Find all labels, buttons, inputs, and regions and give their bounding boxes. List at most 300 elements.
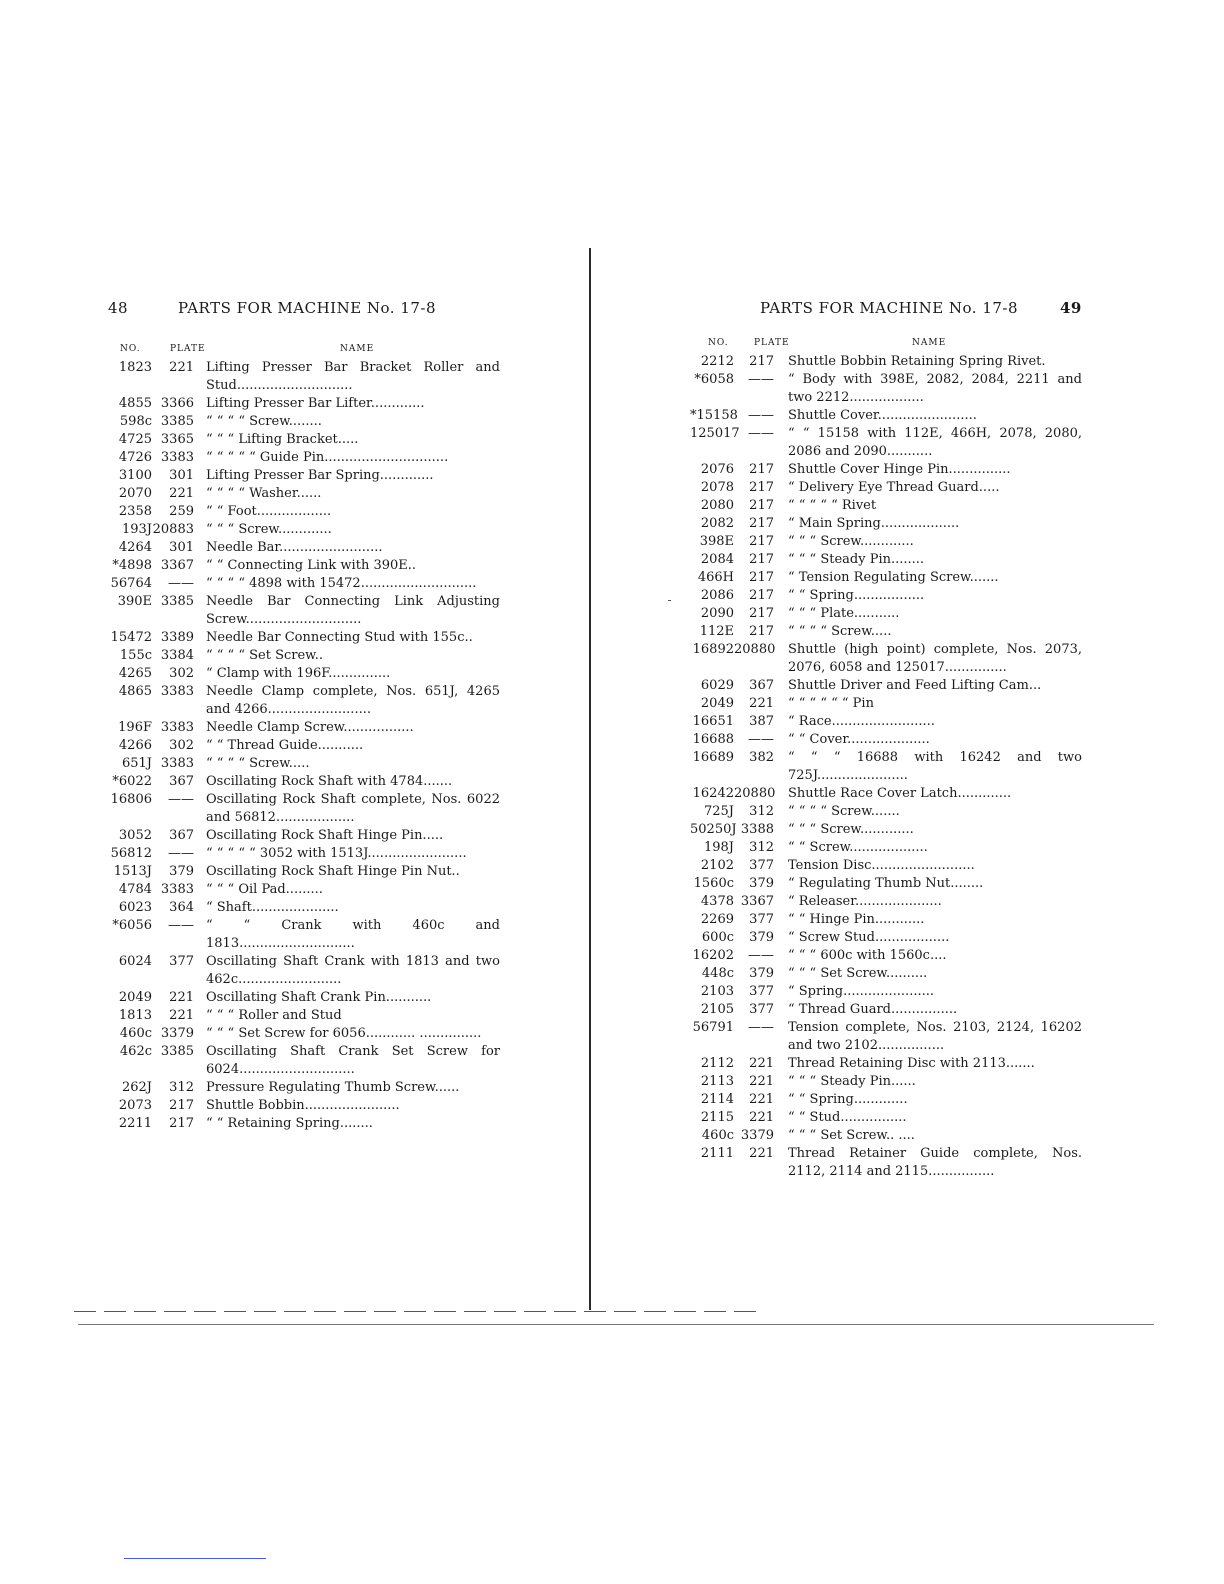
table-row (108, 575, 500, 593)
part-name: Needle Bar Connecting Stud with 155c.. (206, 630, 473, 645)
part-number: 16688 (692, 732, 734, 747)
table-row (108, 1079, 500, 1097)
table-row (108, 431, 500, 449)
part-number: 262J (121, 1080, 152, 1095)
plate-number: 3385 (160, 594, 194, 609)
table-row (690, 641, 1082, 677)
table-row (108, 989, 500, 1007)
part-number: 4784 (118, 882, 152, 897)
part-number: 56791 (692, 1020, 734, 1035)
part-number: 2090 (700, 606, 734, 621)
parts-list (690, 353, 1082, 1181)
part-name: “ “ “ Roller and Stud (206, 1008, 342, 1023)
page-header (690, 299, 1082, 319)
table-row (108, 467, 500, 485)
plate-number: 3383 (160, 720, 194, 735)
left-page (108, 0, 500, 1584)
plate-number: 379 (749, 930, 774, 945)
table-row (108, 683, 500, 719)
table-row (690, 371, 1082, 407)
page-title: PARTS FOR MACHINE No. 17-8 (178, 299, 437, 317)
part-name: “ “ Connecting Link with 390E.. (206, 558, 417, 573)
page-title: PARTS FOR MACHINE No. 17-8 (760, 299, 1019, 317)
table-row (690, 1109, 1082, 1127)
part-number: 466H (697, 570, 734, 585)
part-number: 125017 (690, 426, 740, 441)
part-name: Shuttle Cover........................ (788, 408, 977, 423)
plate-number: 377 (169, 954, 194, 969)
plate-number: —— (748, 948, 774, 963)
plate-number: 387 (749, 714, 774, 729)
table-row (690, 983, 1082, 1001)
column-header-plate: PLATE (754, 338, 790, 348)
plate-number: 3383 (160, 684, 194, 699)
part-number: 155c (119, 648, 152, 663)
part-name: Oscillating Rock Shaft Hinge Pin Nut.. (206, 864, 460, 879)
part-name: Shuttle Bobbin Retaining Spring Rivet. (788, 354, 1046, 369)
part-name: “ “ Hinge Pin............ (788, 912, 925, 927)
part-name: “ “ “ Lifting Bracket..... (206, 432, 359, 447)
part-number: 4265 (118, 666, 152, 681)
table-row (108, 863, 500, 881)
part-name: Shuttle Race Cover Latch............. (788, 786, 1012, 801)
table-row (108, 755, 500, 773)
plate-number: 217 (169, 1098, 194, 1113)
part-name: “ “ “ Set Screw.......... (788, 966, 928, 981)
part-number: 2070 (118, 486, 152, 501)
part-number: 390E (117, 594, 152, 609)
table-row (690, 1073, 1082, 1091)
plate-number: 377 (749, 912, 774, 927)
plate-number: 3383 (160, 882, 194, 897)
plate-number: 3383 (160, 450, 194, 465)
plate-number: 367 (749, 678, 774, 693)
part-name: “ “ “ “ Screw..... (206, 756, 310, 771)
plate-number: 20880 (734, 642, 776, 657)
column-header-no: NO. (120, 344, 141, 354)
plate-number: 20883 (152, 522, 194, 537)
part-name: Shuttle Driver and Feed Lifting Cam... (788, 678, 1042, 693)
part-number: 4855 (118, 396, 152, 411)
column-header-no: NO. (708, 338, 729, 348)
part-number: 198J (703, 840, 734, 855)
part-number: 16242 (692, 786, 734, 801)
plate-number: 312 (169, 1080, 194, 1095)
part-name: “ “ “ “ 4898 with 15472............................ (206, 576, 477, 591)
part-name: Oscillating Rock Shaft with 4784....... (206, 774, 453, 789)
part-name: Oscillating Shaft Crank Pin........... (206, 990, 432, 1005)
part-name: Oscillating Rock Shaft complete, Nos. 6022 and 56812................... (206, 792, 500, 825)
plate-number: 3389 (160, 630, 194, 645)
table-row (690, 677, 1082, 695)
table-row (690, 785, 1082, 803)
table-row (108, 449, 500, 467)
part-name: “ “ “ “ Screw..... (788, 624, 892, 639)
table-row (690, 821, 1082, 839)
part-number: 1823 (118, 360, 152, 375)
table-row (108, 665, 500, 683)
part-number: 15472 (110, 630, 152, 645)
table-row (690, 623, 1082, 641)
table-row (108, 1115, 500, 1133)
part-name: “ “ Retaining Spring........ (206, 1116, 373, 1131)
plate-number: 221 (749, 696, 774, 711)
part-name: Oscillating Shaft Crank with 1813 and two 462c......................... (206, 954, 500, 987)
plate-number: 301 (169, 540, 194, 555)
part-number: *6058 (694, 372, 734, 387)
part-number: 4726 (118, 450, 152, 465)
part-name: “ Releaser..................... (788, 894, 942, 909)
part-number: 2076 (700, 462, 734, 477)
part-name: Lifting Presser Bar Bracket Roller and Stud............................ (206, 360, 500, 393)
part-name: “ “ “ Oil Pad......... (206, 882, 323, 897)
parts-list (108, 359, 500, 1133)
part-number: 2086 (700, 588, 734, 603)
plate-number: 221 (169, 486, 194, 501)
plate-number: 312 (749, 840, 774, 855)
part-number: 1513J (113, 864, 152, 879)
table-row (108, 917, 500, 953)
plate-number: 259 (169, 504, 194, 519)
table-row (108, 557, 500, 575)
table-row (690, 857, 1082, 875)
table-row (108, 359, 500, 395)
table-row (690, 1145, 1082, 1181)
part-number: 2114 (700, 1092, 734, 1107)
part-number: 3100 (118, 468, 152, 483)
plate-number: —— (748, 372, 774, 387)
plate-number: 20880 (734, 786, 776, 801)
plate-number: 221 (169, 360, 194, 375)
plate-number: 364 (169, 900, 194, 915)
part-name: “ Tension Regulating Screw....... (788, 570, 999, 585)
table-row (690, 713, 1082, 731)
plate-number: 221 (749, 1056, 774, 1071)
part-name: “ “ Cover.................... (788, 732, 930, 747)
table-row (108, 1097, 500, 1115)
table-row (690, 1001, 1082, 1019)
part-name: Shuttle (high point) complete, Nos. 2073, 2076, 6058 and 125017............... (788, 642, 1082, 675)
part-name: “ “ “ 16688 with 16242 and two 725J...................... (788, 750, 1082, 783)
plate-number: —— (748, 426, 774, 441)
part-number: 6029 (700, 678, 734, 693)
part-name: “ “ “ Set Screw.. .... (788, 1128, 915, 1143)
part-name: “ “ 15158 with 112E, 466H, 2078, 2080, 2086 and 2090........... (788, 426, 1082, 459)
part-number: 16806 (110, 792, 152, 807)
plate-number: 3388 (740, 822, 774, 837)
part-number: *6056 (112, 918, 152, 933)
part-number: 16202 (692, 948, 734, 963)
table-row (108, 953, 500, 989)
column-header-plate: PLATE (170, 344, 206, 354)
table-row (690, 875, 1082, 893)
table-row (690, 911, 1082, 929)
part-name: “ “ “ “ “ Rivet (788, 498, 877, 513)
table-row (690, 893, 1082, 911)
table-row (108, 539, 500, 557)
part-name: “ “ “ Steady Pin........ (788, 552, 925, 567)
part-name: “ Screw Stud.................. (788, 930, 950, 945)
part-number: 2111 (700, 1146, 734, 1161)
part-number: 3052 (118, 828, 152, 843)
part-number: 2105 (700, 1002, 734, 1017)
plate-number: 3379 (740, 1128, 774, 1143)
column-headers (690, 338, 1082, 352)
plate-number: —— (168, 918, 194, 933)
part-number: 56764 (110, 576, 152, 591)
table-row (108, 413, 500, 431)
plate-number: 301 (169, 468, 194, 483)
table-row (690, 605, 1082, 623)
part-number: 2080 (700, 498, 734, 513)
scan-speck (668, 600, 671, 601)
part-name: “ Shaft..................... (206, 900, 339, 915)
part-name: Shuttle Cover Hinge Pin............... (788, 462, 1011, 477)
table-row (108, 521, 500, 539)
table-row (108, 1025, 500, 1043)
part-name: Shuttle Bobbin....................... (206, 1098, 400, 1113)
plate-number: —— (168, 576, 194, 591)
part-number: 651J (121, 756, 152, 771)
part-number: 16892 (692, 642, 734, 657)
part-name: Needle Clamp complete, Nos. 651J, 4265 and 4266......................... (206, 684, 500, 717)
part-number: *15158 (690, 408, 738, 423)
table-row (108, 629, 500, 647)
part-number: 2073 (118, 1098, 152, 1113)
page-header (108, 299, 500, 319)
part-number: 448c (701, 966, 734, 981)
part-name: Oscillating Rock Shaft Hinge Pin..... (206, 828, 444, 843)
part-name: “ “ Spring............. (788, 1092, 908, 1107)
part-number: 4865 (118, 684, 152, 699)
plate-number: 302 (169, 738, 194, 753)
plate-number: —— (748, 732, 774, 747)
table-row (108, 503, 500, 521)
plate-number: 217 (749, 534, 774, 549)
plate-number: 379 (749, 876, 774, 891)
part-name: “ “ “ “ Washer...... (206, 486, 322, 501)
table-row (108, 827, 500, 845)
plate-number: 3367 (160, 558, 194, 573)
part-number: 6023 (118, 900, 152, 915)
table-row (108, 845, 500, 863)
part-name: “ “ “ “ Screw........ (206, 414, 322, 429)
part-number: 2212 (700, 354, 734, 369)
part-number: 56812 (110, 846, 152, 861)
part-number: 398E (699, 534, 734, 549)
table-row (690, 695, 1082, 713)
part-number: 2269 (700, 912, 734, 927)
plate-number: 3367 (740, 894, 774, 909)
part-name: Pressure Regulating Thumb Screw...... (206, 1080, 460, 1095)
part-number: 460c (701, 1128, 734, 1143)
table-row (108, 395, 500, 413)
part-name: “ Regulating Thumb Nut........ (788, 876, 984, 891)
table-row (690, 533, 1082, 551)
center-divider (589, 248, 591, 1310)
plate-number: 217 (749, 498, 774, 513)
part-name: Oscillating Shaft Crank Set Screw for 6024............................ (206, 1044, 500, 1077)
part-name: Needle Bar......................... (206, 540, 383, 555)
part-number: 725J (703, 804, 734, 819)
table-row (690, 929, 1082, 947)
plate-number: 3366 (160, 396, 194, 411)
table-row (690, 1055, 1082, 1073)
column-headers (108, 344, 500, 358)
part-number: 2078 (700, 480, 734, 495)
part-name: “ “ “ Screw............. (788, 534, 914, 549)
part-number: 16689 (692, 750, 734, 765)
part-number: 462c (119, 1044, 152, 1059)
page-number: 48 (108, 299, 129, 317)
plate-number: 377 (749, 984, 774, 999)
part-name: “ “ “ “ “ “ Pin (788, 696, 874, 711)
table-row (690, 569, 1082, 587)
table-row (690, 1127, 1082, 1145)
part-number: 16651 (692, 714, 734, 729)
table-row (690, 839, 1082, 857)
part-name: Tension Disc......................... (788, 858, 975, 873)
part-number: 2103 (700, 984, 734, 999)
part-name: “ “ “ Screw............. (206, 522, 332, 537)
part-name: “ Race......................... (788, 714, 935, 729)
table-row (690, 749, 1082, 785)
plate-number: 3385 (160, 414, 194, 429)
plate-number: 217 (749, 570, 774, 585)
part-number: 2082 (700, 516, 734, 531)
part-number: *6022 (112, 774, 152, 789)
plate-number: 3379 (160, 1026, 194, 1041)
part-name: “ “ Crank with 460c and 1813............................ (206, 918, 500, 951)
plate-number: 377 (749, 858, 774, 873)
part-name: “ “ “ “ Set Screw.. (206, 648, 324, 663)
part-number: 2358 (118, 504, 152, 519)
table-row (690, 1019, 1082, 1055)
part-number: 4266 (118, 738, 152, 753)
part-name: “ “ “ Plate........... (788, 606, 900, 621)
plate-number: 221 (749, 1092, 774, 1107)
part-name: “ “ “ 600c with 1560c.... (788, 948, 947, 963)
plate-number: —— (168, 846, 194, 861)
plate-number: 217 (749, 588, 774, 603)
part-name: Needle Clamp Screw................. (206, 720, 414, 735)
part-number: 4378 (700, 894, 734, 909)
plate-number: 3384 (160, 648, 194, 663)
part-number: 2112 (700, 1056, 734, 1071)
part-name: “ “ “ Steady Pin...... (788, 1074, 916, 1089)
table-row (690, 731, 1082, 749)
part-number: 4725 (118, 432, 152, 447)
plate-number: 217 (749, 516, 774, 531)
plate-number: 217 (749, 624, 774, 639)
plate-number: 302 (169, 666, 194, 681)
part-name: “ “ “ “ “ 3052 with 1513J........................ (206, 846, 467, 861)
part-number: 2102 (700, 858, 734, 873)
part-number: 196F (118, 720, 152, 735)
table-row (108, 1043, 500, 1079)
table-row (108, 791, 500, 827)
part-number: 2049 (118, 990, 152, 1005)
part-name: Lifting Presser Bar Lifter............. (206, 396, 425, 411)
part-name: “ “ Thread Guide........... (206, 738, 364, 753)
plate-number: 312 (749, 804, 774, 819)
part-number: *4898 (112, 558, 152, 573)
plate-number: 217 (749, 480, 774, 495)
plate-number: 217 (169, 1116, 194, 1131)
part-number: 112E (699, 624, 734, 639)
table-row (690, 551, 1082, 569)
part-name: “ Thread Guard................ (788, 1002, 958, 1017)
part-name: “ “ Screw................... (788, 840, 928, 855)
part-name: “ “ Foot.................. (206, 504, 332, 519)
plate-number: —— (168, 792, 194, 807)
table-row (108, 899, 500, 917)
plate-number: 377 (749, 1002, 774, 1017)
plate-number: 217 (749, 354, 774, 369)
plate-number: —— (748, 1020, 774, 1035)
table-row (108, 1007, 500, 1025)
plate-number: 221 (749, 1074, 774, 1089)
right-page (690, 0, 1082, 1584)
column-header-name: NAME (340, 344, 375, 354)
table-row (108, 719, 500, 737)
plate-number: 379 (169, 864, 194, 879)
plate-number: —— (748, 408, 774, 423)
plate-number: 221 (749, 1110, 774, 1125)
plate-number: 3385 (160, 1044, 194, 1059)
part-name: Lifting Presser Bar Spring............. (206, 468, 434, 483)
table-row (690, 515, 1082, 533)
part-name: Thread Retaining Disc with 2113....... (788, 1056, 1035, 1071)
part-number: 50250J (690, 822, 737, 837)
table-row (690, 965, 1082, 983)
part-number: 1813 (118, 1008, 152, 1023)
plate-number: 367 (169, 774, 194, 789)
column-header-name: NAME (912, 338, 947, 348)
plate-number: 221 (749, 1146, 774, 1161)
plate-number: 379 (749, 966, 774, 981)
part-name: Thread Retainer Guide complete, Nos. 2112, 2114 and 2115................ (788, 1146, 1082, 1179)
part-name: Needle Bar Connecting Link Adjusting Screw............................ (206, 594, 500, 627)
part-name: Tension complete, Nos. 2103, 2124, 16202 and two 2102................ (788, 1020, 1082, 1053)
part-name: “ “ “ Set Screw for 6056............ ............... (206, 1026, 482, 1041)
part-name: “ “ “ “ “ Guide Pin.............................. (206, 450, 449, 465)
table-row (690, 803, 1082, 821)
table-row (108, 773, 500, 791)
part-name: “ “ Stud................ (788, 1110, 907, 1125)
table-row (690, 407, 1082, 425)
table-row (690, 461, 1082, 479)
part-name: “ “ Spring................. (788, 588, 925, 603)
plate-number: 221 (169, 1008, 194, 1023)
part-number: 460c (119, 1026, 152, 1041)
table-row (690, 479, 1082, 497)
part-number: 193J (121, 522, 152, 537)
table-row (690, 1091, 1082, 1109)
part-number: 6024 (118, 954, 152, 969)
plate-number: 3383 (160, 756, 194, 771)
table-row (690, 353, 1082, 371)
part-name: “ Delivery Eye Thread Guard..... (788, 480, 1000, 495)
part-name: “ “ “ Screw............. (788, 822, 914, 837)
part-number: 2113 (700, 1074, 734, 1089)
part-number: 600c (701, 930, 734, 945)
table-row (690, 947, 1082, 965)
part-name: “ Spring...................... (788, 984, 934, 999)
part-name: “ Clamp with 196F............... (206, 666, 391, 681)
plate-number: 217 (749, 606, 774, 621)
plate-number: 221 (169, 990, 194, 1005)
